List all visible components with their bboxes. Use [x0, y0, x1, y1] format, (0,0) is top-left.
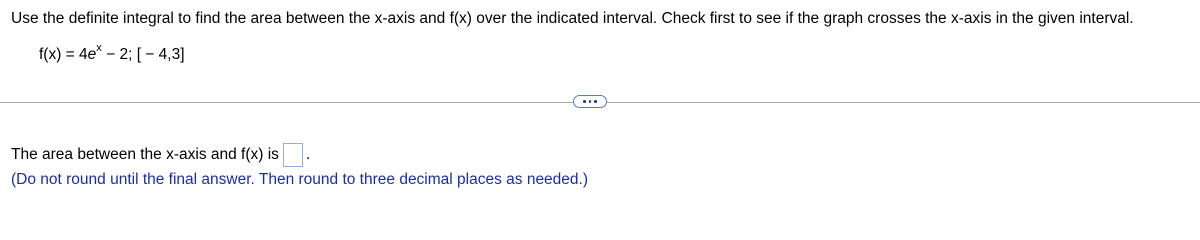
- function-definition: [39, 44, 185, 64]
- answer-prompt: The area between the x-axis and f(x) is: [11, 146, 279, 163]
- show-more-button[interactable]: [573, 95, 607, 108]
- ellipsis-icon: [583, 100, 586, 103]
- rounding-note: (Do not round until the final answer. Then round to three decimal places as needed.): [11, 171, 589, 188]
- question-instructions: Use the definite integral to find the area between the x-axis and f(x) over the indicated interval. Check first to see if the graph crosses the x-axis in the given interval.: [11, 10, 1134, 27]
- answer-prompt-suffix: .: [305, 146, 311, 163]
- function-prefix: f(x) = 4: [39, 46, 88, 64]
- answer-line: [11, 143, 310, 167]
- ellipsis-icon: [589, 100, 592, 103]
- ellipsis-icon: [594, 100, 597, 103]
- answer-input[interactable]: [283, 143, 303, 167]
- function-suffix: − 2; [ − 4,3]: [101, 46, 185, 64]
- function-exponent: x: [96, 42, 102, 54]
- function-base: e: [87, 46, 97, 64]
